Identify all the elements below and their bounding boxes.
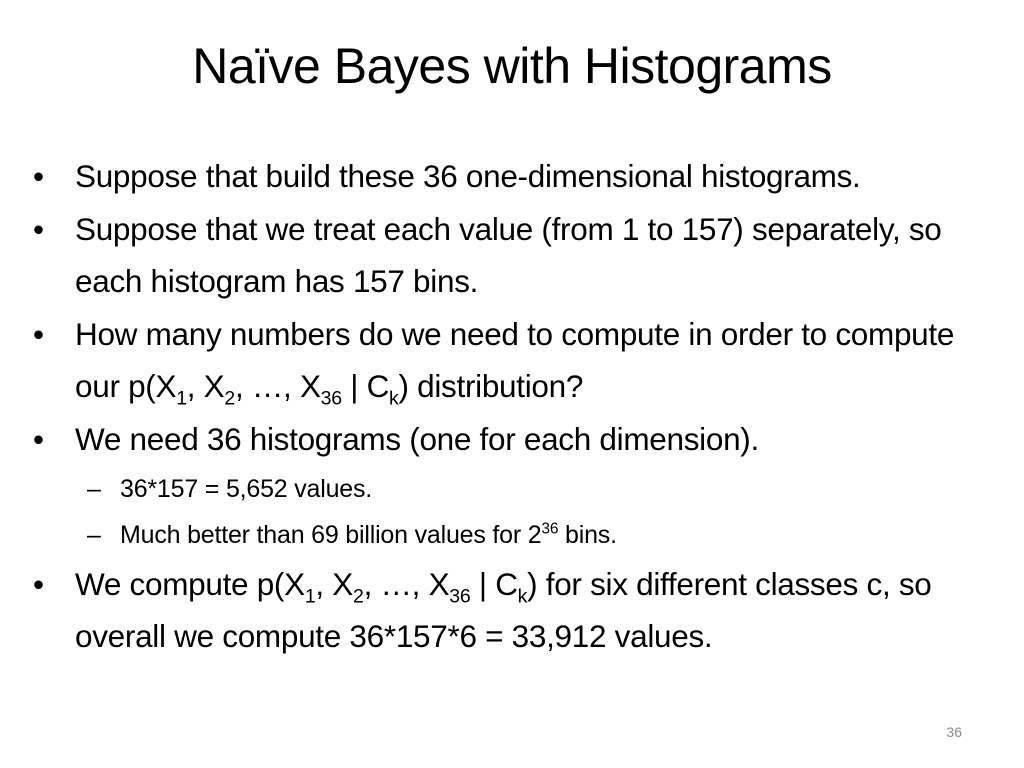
bullet-marker: •	[33, 316, 44, 352]
bullet-text: Suppose that build these 36 one-dimensional histograms.	[75, 158, 861, 194]
bullet-marker: •	[33, 421, 44, 457]
bullet-item-5	[33, 558, 1003, 662]
page-number: 36	[946, 724, 962, 740]
bullet-item-1	[33, 150, 1003, 202]
dash-marker: –	[87, 521, 101, 549]
bullet-item-4	[33, 413, 1003, 465]
bullet-list	[33, 150, 1003, 663]
sub-item-2	[33, 512, 1003, 558]
slide-title: Naïve Bayes with Histograms	[192, 38, 832, 94]
bullet-item-3	[33, 308, 1003, 412]
bullet-text: We need 36 histograms (one for each dimension).	[75, 421, 759, 457]
bullet-marker: •	[33, 158, 44, 194]
bullet-text: We compute $p(X_1$, $X_2$, …, $X_{36}$ | $C_k$) for six different classes c, so overall we compute 36*157*6 = 33,912 values.	[75, 566, 932, 654]
bullet-text: How many numbers do we need to compute in order to compute our $p(X_1$, $X_2$, …, $X_{36}$ | $C_k$) distribution?	[75, 316, 955, 410]
bullet-marker: •	[33, 566, 44, 602]
sub-item-1	[33, 466, 1003, 512]
sub-item-text: 36*157 = 5,652 values.	[120, 475, 373, 503]
sub-item-text: Much better than 69 billion values for $2^{36}$ bins.	[120, 520, 617, 549]
bullet-item-2	[33, 203, 1003, 307]
bullet-marker: •	[33, 211, 44, 247]
bullet-text: Suppose that we treat each value (from 1 to 157) separately, so each histogram has 157 bins.	[75, 211, 942, 299]
dash-marker: –	[87, 475, 101, 503]
